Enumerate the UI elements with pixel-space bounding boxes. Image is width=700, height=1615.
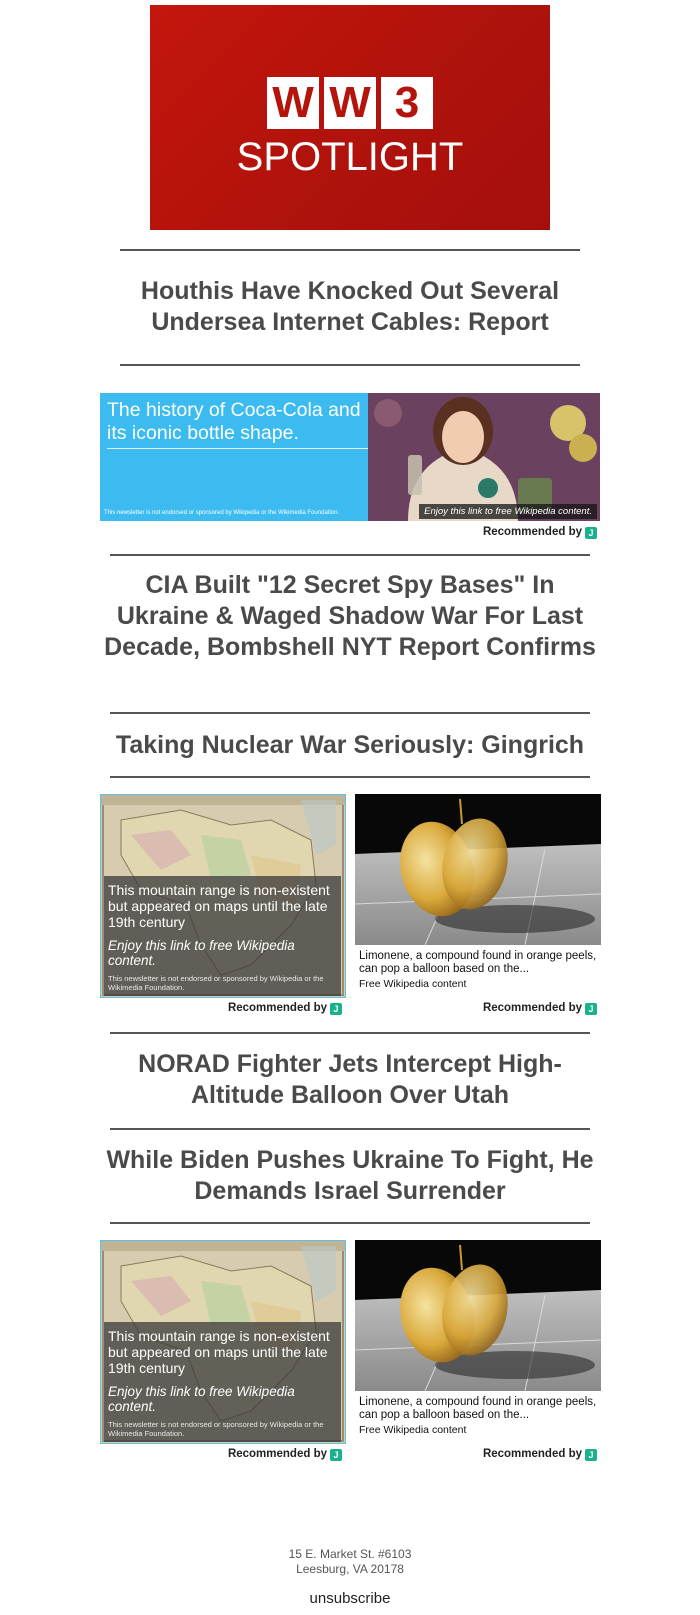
logo-boxes bbox=[267, 77, 433, 131]
divider bbox=[110, 1032, 590, 1034]
ad-map-mountain[interactable] bbox=[100, 1240, 346, 1444]
recommend-badge-icon: J bbox=[585, 1449, 597, 1461]
headline-nuclear-war[interactable]: Taking Nuclear War Seriously: Gingrich bbox=[115, 731, 585, 759]
divider bbox=[110, 1222, 590, 1224]
ad-banner-coca-cola[interactable] bbox=[100, 393, 600, 521]
ad-banner-title: The history of Coca-Cola and its iconic bottle shape. bbox=[107, 399, 361, 444]
headline-cia-spy-bases[interactable]: CIA Built "12 Secret Spy Bases" In Ukraine & Waged Shadow War For Last Decade, Bombshell NYT Report Confirms bbox=[104, 571, 596, 661]
recommended-by-text: Recommended by bbox=[227, 1448, 327, 1460]
recommend-badge-icon: J bbox=[585, 527, 597, 539]
ww3-spotlight-logo[interactable] bbox=[150, 5, 550, 230]
recommended-by-text: Recommended by bbox=[482, 1448, 582, 1460]
recommended-by-text: Recommended by bbox=[482, 526, 582, 538]
recommend-badge-icon: J bbox=[585, 1003, 597, 1015]
yellow-balloon-image bbox=[355, 794, 601, 945]
divider bbox=[120, 249, 580, 251]
ad-map-disclaimer: This newsletter is not endorsed or sponsored by Wikipedia or the Wikimedia Foundation. bbox=[108, 1420, 324, 1438]
ad-map-title: This mountain range is non-existent but appeared on maps until the late 19th century bbox=[108, 1328, 330, 1376]
ad-balloon-source: Free Wikipedia content bbox=[359, 1424, 467, 1436]
recommended-by-text: Recommended by bbox=[227, 1002, 327, 1014]
ad-map-mountain[interactable] bbox=[100, 794, 346, 998]
divider bbox=[110, 776, 590, 778]
ad-balloon-limonene[interactable] bbox=[355, 1240, 601, 1450]
yellow-balloon-image bbox=[355, 1240, 601, 1391]
logo-box-w1: W bbox=[267, 77, 319, 129]
unsubscribe-link[interactable]: unsubscribe bbox=[309, 1590, 391, 1607]
logo-box-3: 3 bbox=[381, 77, 433, 129]
recommended-by-label[interactable] bbox=[483, 1448, 597, 1461]
recommended-by-label[interactable] bbox=[228, 1002, 342, 1015]
recommend-badge-icon: J bbox=[330, 1449, 342, 1461]
ad-balloon-caption: Limonene, a compound found in orange peels, can pop a balloon based on the... bbox=[359, 1396, 597, 1421]
divider bbox=[110, 554, 590, 556]
recommended-by-label[interactable] bbox=[483, 526, 597, 539]
divider bbox=[120, 364, 580, 366]
ad-banner-rule bbox=[107, 448, 373, 449]
headline-houthis[interactable]: Houthis Have Knocked Out Several Undersea Internet Cables: Report bbox=[140, 277, 560, 336]
ad-map-disclaimer: This newsletter is not endorsed or sponsored by Wikipedia or the Wikimedia Foundation. bbox=[108, 974, 324, 992]
headline-biden-israel[interactable]: While Biden Pushes Ukraine To Fight, He Demands Israel Surrender bbox=[106, 1146, 594, 1205]
ad-map-cta: Enjoy this link to free Wikipedia content. bbox=[108, 938, 295, 968]
ad-map-overlay bbox=[104, 1322, 341, 1442]
ad-balloon-source: Free Wikipedia content bbox=[359, 978, 467, 990]
recommend-badge-icon: J bbox=[330, 1003, 342, 1015]
ad-balloon-limonene[interactable] bbox=[355, 794, 601, 1004]
ad-map-cta: Enjoy this link to free Wikipedia content. bbox=[108, 1384, 295, 1414]
recommended-by-text: Recommended by bbox=[482, 1002, 582, 1014]
ad-banner-cta: Enjoy this link to free Wikipedia content. bbox=[419, 504, 597, 519]
ad-balloon-caption: Limonene, a compound found in orange peels, can pop a balloon based on the... bbox=[359, 950, 597, 975]
recommended-by-label[interactable] bbox=[483, 1002, 597, 1015]
footer-address-line2: Leesburg, VA 20178 bbox=[296, 1562, 404, 1576]
logo-subtitle: SPOTLIGHT bbox=[236, 135, 464, 179]
ad-map-overlay bbox=[104, 876, 341, 996]
victorian-woman-image bbox=[368, 393, 600, 521]
footer-address-line1: 15 E. Market St. #6103 bbox=[288, 1547, 412, 1561]
ad-map-title: This mountain range is non-existent but appeared on maps until the late 19th century bbox=[108, 882, 330, 930]
ad-banner-disclaimer: This newsletter is not endorsed or sponsored by Wikipedia or the Wikimedia Foundation. bbox=[104, 510, 340, 516]
recommended-by-label[interactable] bbox=[228, 1448, 342, 1461]
logo-box-w2: W bbox=[324, 77, 376, 129]
divider bbox=[110, 1128, 590, 1130]
headline-norad-balloon[interactable]: NORAD Fighter Jets Intercept High-Altitude Balloon Over Utah bbox=[138, 1050, 562, 1109]
divider bbox=[110, 712, 590, 714]
